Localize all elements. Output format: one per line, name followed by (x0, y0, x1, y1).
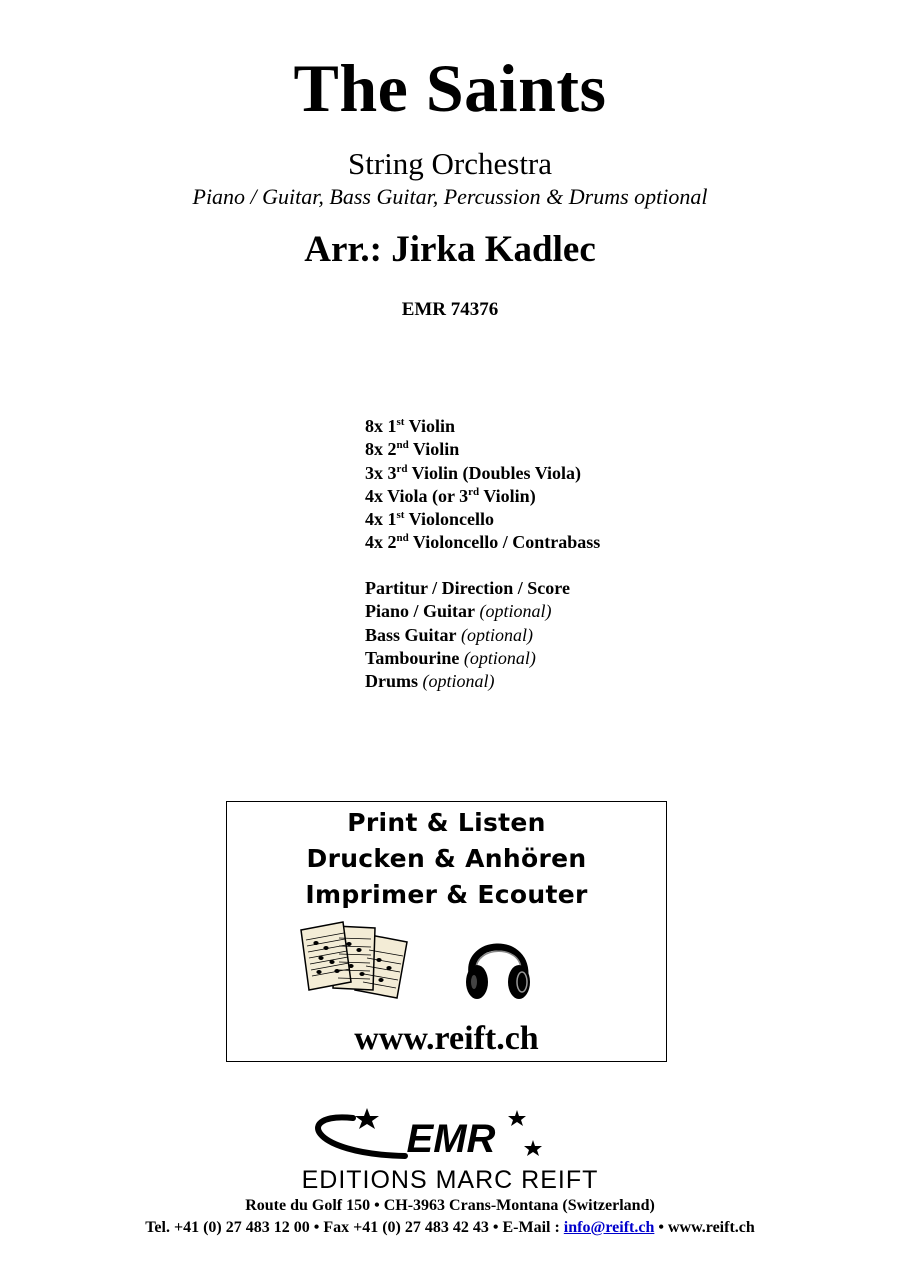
publisher-contact: Tel. +41 (0) 27 483 12 00 • Fax +41 (0) 27 483 42 43 • E-Mail : info@reift.ch • www.reift.ch (145, 1219, 755, 1236)
headphones-icon (463, 926, 533, 1002)
part-row: Tambourine (optional) (365, 647, 536, 668)
page-title: The Saints (293, 50, 607, 126)
instrumentation-list (365, 415, 600, 555)
part-row: Drums (optional) (365, 671, 495, 692)
catalog-number: EMR 74376 (401, 299, 499, 320)
subtitle: String Orchestra (347, 146, 553, 181)
website-url[interactable]: www.reift.ch (354, 1020, 539, 1057)
part-row: Bass Guitar (optional) (365, 624, 534, 645)
instrument-row: 4x 1st Violoncello (365, 509, 494, 530)
arranger: Arr.: Jirka Kadlec (304, 229, 596, 270)
instrument-row: 8x 1st Violin (365, 416, 455, 436)
promo-line-french: Imprimer & Ecouter (305, 880, 588, 909)
part-row: Piano / Guitar (optional) (365, 601, 552, 622)
svg-text:EMR: EMR (406, 1117, 496, 1161)
instrument-row: 3x 3rd Violin (Doubles Viola) (365, 462, 582, 483)
svg-text:EDITIONS MARC REIFT: EDITIONS MARC REIFT (301, 1166, 599, 1194)
optional-instruments: Piano / Guitar, Bass Guitar, Percussion & Drums optional (192, 184, 708, 209)
publisher-address: Route du Golf 150 • CH-3963 Crans-Montana (Switzerland) (245, 1197, 655, 1214)
print-listen-box (226, 801, 667, 1062)
sheet-music-icon (299, 920, 411, 1000)
emr-logo (255, 1108, 645, 1194)
instrument-row: 4x 2nd Violoncello / Contrabass (365, 532, 601, 553)
promo-line-english: Print & Listen (347, 808, 546, 837)
parts-list (365, 577, 570, 693)
instrument-row: 8x 2nd Violin (365, 439, 460, 460)
promo-line-german: Drucken & Anhören (306, 844, 587, 873)
email-link[interactable]: info@reift.ch (563, 1219, 655, 1236)
part-row: Partitur / Direction / Score (365, 578, 570, 598)
instrument-row: 4x Viola (or 3rd Violin) (365, 485, 536, 506)
